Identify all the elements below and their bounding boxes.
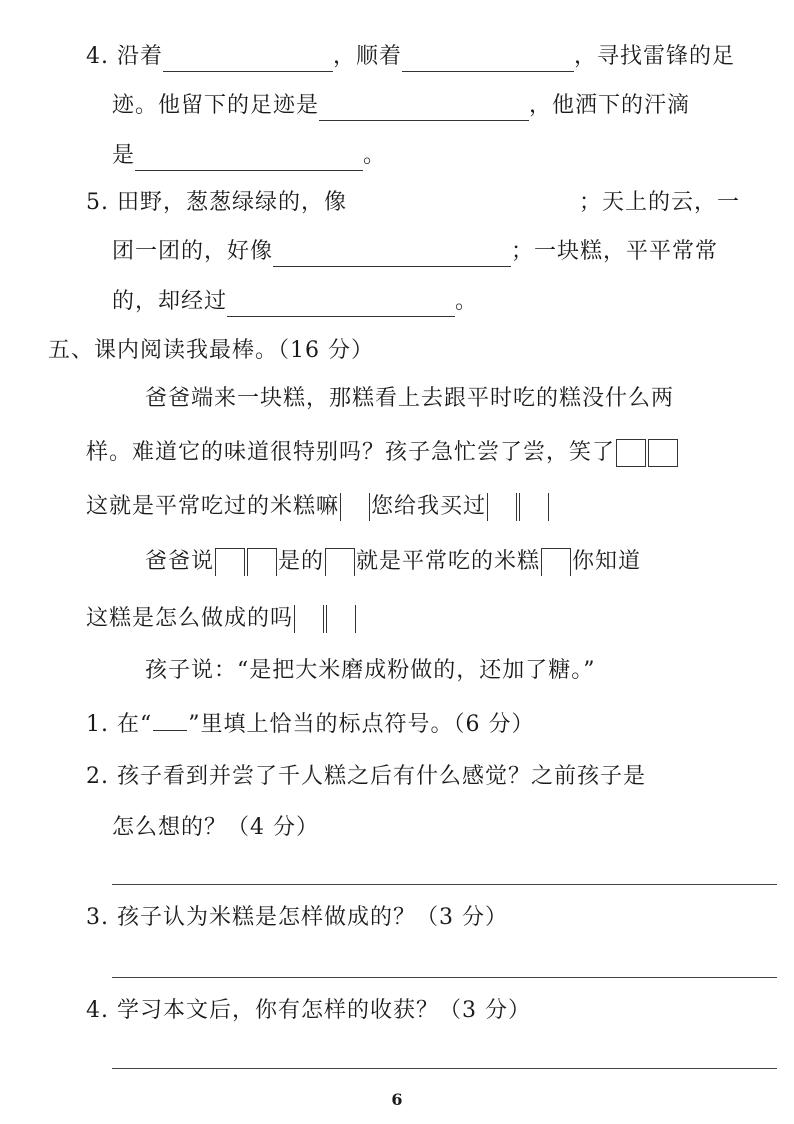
punctuation-box[interactable] bbox=[487, 493, 517, 521]
question-3: 3. 孩子认为米糕是怎样做成的？（3 分） bbox=[86, 905, 508, 930]
answer-blank[interactable] bbox=[273, 242, 511, 267]
text: 。 bbox=[363, 143, 387, 168]
punctuation-box[interactable] bbox=[519, 493, 549, 521]
question-4-line-1 bbox=[86, 42, 735, 72]
text: 是的 bbox=[278, 549, 325, 574]
punctuation-box[interactable] bbox=[294, 605, 324, 633]
question-4-line-3 bbox=[112, 141, 386, 171]
punctuation-box[interactable] bbox=[616, 439, 646, 467]
answer-blank[interactable] bbox=[163, 47, 333, 72]
text: 爸爸说 bbox=[145, 549, 215, 574]
text: 4. 沿着 bbox=[86, 44, 163, 69]
text: 样。难道它的味道很特别吗？孩子急忙尝了尝，笑了 bbox=[86, 440, 616, 465]
passage-paragraph-1-line-1: 爸爸端来一块糕，那糕看上去跟平时吃的糕没什么两 bbox=[145, 386, 675, 411]
text: 这糕是怎么做成的吗 bbox=[86, 606, 294, 631]
text: ，寻找雷锋的足 bbox=[574, 44, 736, 69]
text: 的，却经过 bbox=[112, 289, 228, 314]
question-4: 4. 学习本文后，你有怎样的收获？（3 分） bbox=[86, 998, 531, 1023]
answer-line[interactable] bbox=[112, 977, 777, 978]
punctuation-sample-box bbox=[153, 709, 187, 731]
passage-paragraph-3: 孩子说：“是把大米磨成粉做的，还加了糖。” bbox=[145, 658, 596, 683]
text: 就是平常吃的米糕 bbox=[356, 549, 541, 574]
section-title: 五、课内阅读我最棒。（16 分） bbox=[48, 338, 374, 363]
passage-paragraph-2-line-1 bbox=[145, 547, 641, 577]
text: ；一块糕，平平常常 bbox=[511, 239, 719, 264]
text: 你知道 bbox=[572, 549, 642, 574]
answer-line[interactable] bbox=[112, 884, 777, 885]
text: ；天上的云，一 bbox=[578, 190, 740, 215]
text: 是 bbox=[112, 143, 136, 168]
punctuation-box[interactable] bbox=[325, 548, 355, 576]
answer-blank[interactable] bbox=[319, 96, 529, 121]
passage-paragraph-2-line-2 bbox=[86, 604, 357, 634]
punctuation-box[interactable] bbox=[340, 493, 370, 521]
punctuation-box[interactable] bbox=[215, 548, 245, 576]
question-5-line-2 bbox=[112, 237, 718, 267]
answer-blank[interactable] bbox=[135, 146, 363, 171]
text: 这就是平常吃过的米糕嘛 bbox=[86, 494, 340, 519]
text: ”里填上恰当的标点符号。（6 分） bbox=[188, 712, 535, 737]
question-1 bbox=[86, 709, 534, 740]
text: 1. 在“ bbox=[86, 712, 153, 737]
text: ，他洒下的汗滴 bbox=[529, 93, 691, 118]
punctuation-box[interactable] bbox=[541, 548, 571, 576]
question-2-line-2: 怎么想的？（4 分） bbox=[112, 815, 319, 840]
punctuation-box[interactable] bbox=[648, 439, 678, 467]
punctuation-box[interactable] bbox=[326, 605, 356, 633]
text: 您给我买过 bbox=[371, 494, 487, 519]
text: 5. 田野，葱葱绿绿的，像 bbox=[86, 190, 347, 215]
text: 迹。他留下的足迹是 bbox=[112, 93, 320, 118]
page-number: 6 bbox=[391, 1090, 403, 1109]
question-4-line-2 bbox=[112, 91, 690, 121]
punctuation-box[interactable] bbox=[247, 548, 277, 576]
answer-blank[interactable] bbox=[227, 292, 455, 317]
answer-blank[interactable] bbox=[402, 47, 574, 72]
answer-line[interactable] bbox=[112, 1068, 777, 1069]
passage-paragraph-1-line-2 bbox=[86, 438, 679, 468]
text: ，顺着 bbox=[332, 44, 402, 69]
question-5-line-1 bbox=[86, 188, 740, 218]
text: 。 bbox=[455, 289, 479, 314]
question-2-line-1: 2. 孩子看到并尝了千人糕之后有什么感觉？之前孩子是 bbox=[86, 764, 646, 789]
text: 团一团的，好像 bbox=[112, 239, 274, 264]
passage-paragraph-1-line-3 bbox=[86, 492, 550, 522]
question-5-line-3 bbox=[112, 287, 478, 317]
